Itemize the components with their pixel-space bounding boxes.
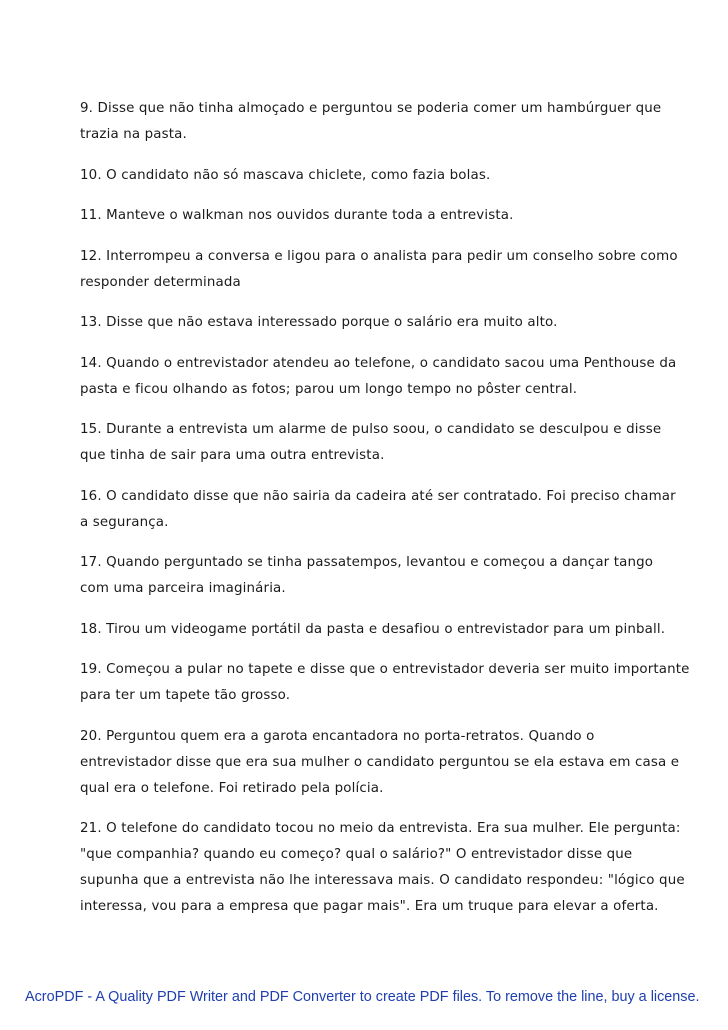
document-body [80, 96, 690, 935]
list-item-line: interessa, vou para a empresa que pagar mais". Era um truque para elevar a oferta. [80, 899, 659, 914]
list-item-line: 19. Começou a pular no tapete e disse que o entrevistador deveria ser muito importante [80, 662, 690, 677]
list-item-line: supunha que a entrevista não lhe interessava mais. O candidato respondeu: "lógico que [80, 873, 685, 888]
list-item-line: trazia na pasta. [80, 127, 187, 142]
list-item [80, 96, 660, 148]
list-item-line: 20. Perguntou quem era a garota encantadora no porta-retratos. Quando o [80, 728, 595, 744]
list-item-line: com uma parceira imaginária. [80, 581, 286, 596]
list-item-line: qual era o telefone. Foi retirado pela polícia. [80, 780, 384, 796]
list-item-line: que tinha de sair para uma outra entrevista. [80, 448, 385, 463]
list-item-line: 11. Manteve o walkman nos ouvidos durante toda a entrevista. [80, 208, 514, 223]
list-item-line: 15. Durante a entrevista um alarme de pulso soou, o candidato se desculpou e disse [80, 422, 662, 437]
list-item-line: responder determinada [80, 274, 241, 290]
watermark-footer[interactable]: AcroPDF - A Quality PDF Writer and PDF Converter to create PDF files. To remove the line, buy a license. [25, 989, 700, 1005]
list-item [80, 417, 660, 469]
list-item [80, 617, 666, 643]
list-item-line: 16. O candidato disse que não sairia da cadeira até ser contratado. Foi preciso chamar [80, 488, 676, 504]
list-item [80, 310, 660, 336]
list-item [80, 244, 678, 296]
list-item-line: 17. Quando perguntado se tinha passatempos, levantou e começou a dançar tango [80, 555, 654, 570]
list-item-line: 21. O telefone do candidato tocou no meio da entrevista. Era sua mulher. Ele pergunta: [80, 821, 681, 836]
list-item-line: 12. Interrompeu a conversa e ligou para o analista para pedir um conselho sobre como [80, 248, 678, 264]
list-item-line: a segurança. [80, 514, 169, 530]
list-item-line: 14. Quando o entrevistador atendeu ao telefone, o candidato sacou uma Penthouse da [80, 355, 677, 371]
list-item [80, 203, 660, 229]
list-item [80, 724, 680, 802]
list-item [80, 484, 676, 536]
list-item-line: 10. O candidato não só mascava chiclete, como fazia bolas. [80, 167, 491, 183]
list-item [80, 550, 660, 602]
list-item-line: para ter um tapete tão grosso. [80, 688, 291, 703]
list-item [80, 816, 685, 920]
list-item-line: 13. Disse que não estava interessado porque o salário era muito alto. [80, 315, 558, 330]
list-item-line: 9. Disse que não tinha almoçado e perguntou se poderia comer um hambúrguer que [80, 101, 662, 116]
list-item-line: entrevistador disse que era sua mulher o candidato perguntou se ela estava em casa e [80, 754, 680, 770]
list-item-line: pasta e ficou olhando as fotos; parou um longo tempo no pôster central. [80, 381, 578, 397]
list-item [80, 351, 677, 403]
list-item-line: 18. Tirou um videogame portátil da pasta e desafiou o entrevistador para um pinball. [80, 621, 666, 637]
list-item-line: "que companhia? quando eu começo? qual o salário?" O entrevistador disse que [80, 847, 633, 862]
list-item [80, 163, 660, 189]
list-item [80, 657, 690, 709]
